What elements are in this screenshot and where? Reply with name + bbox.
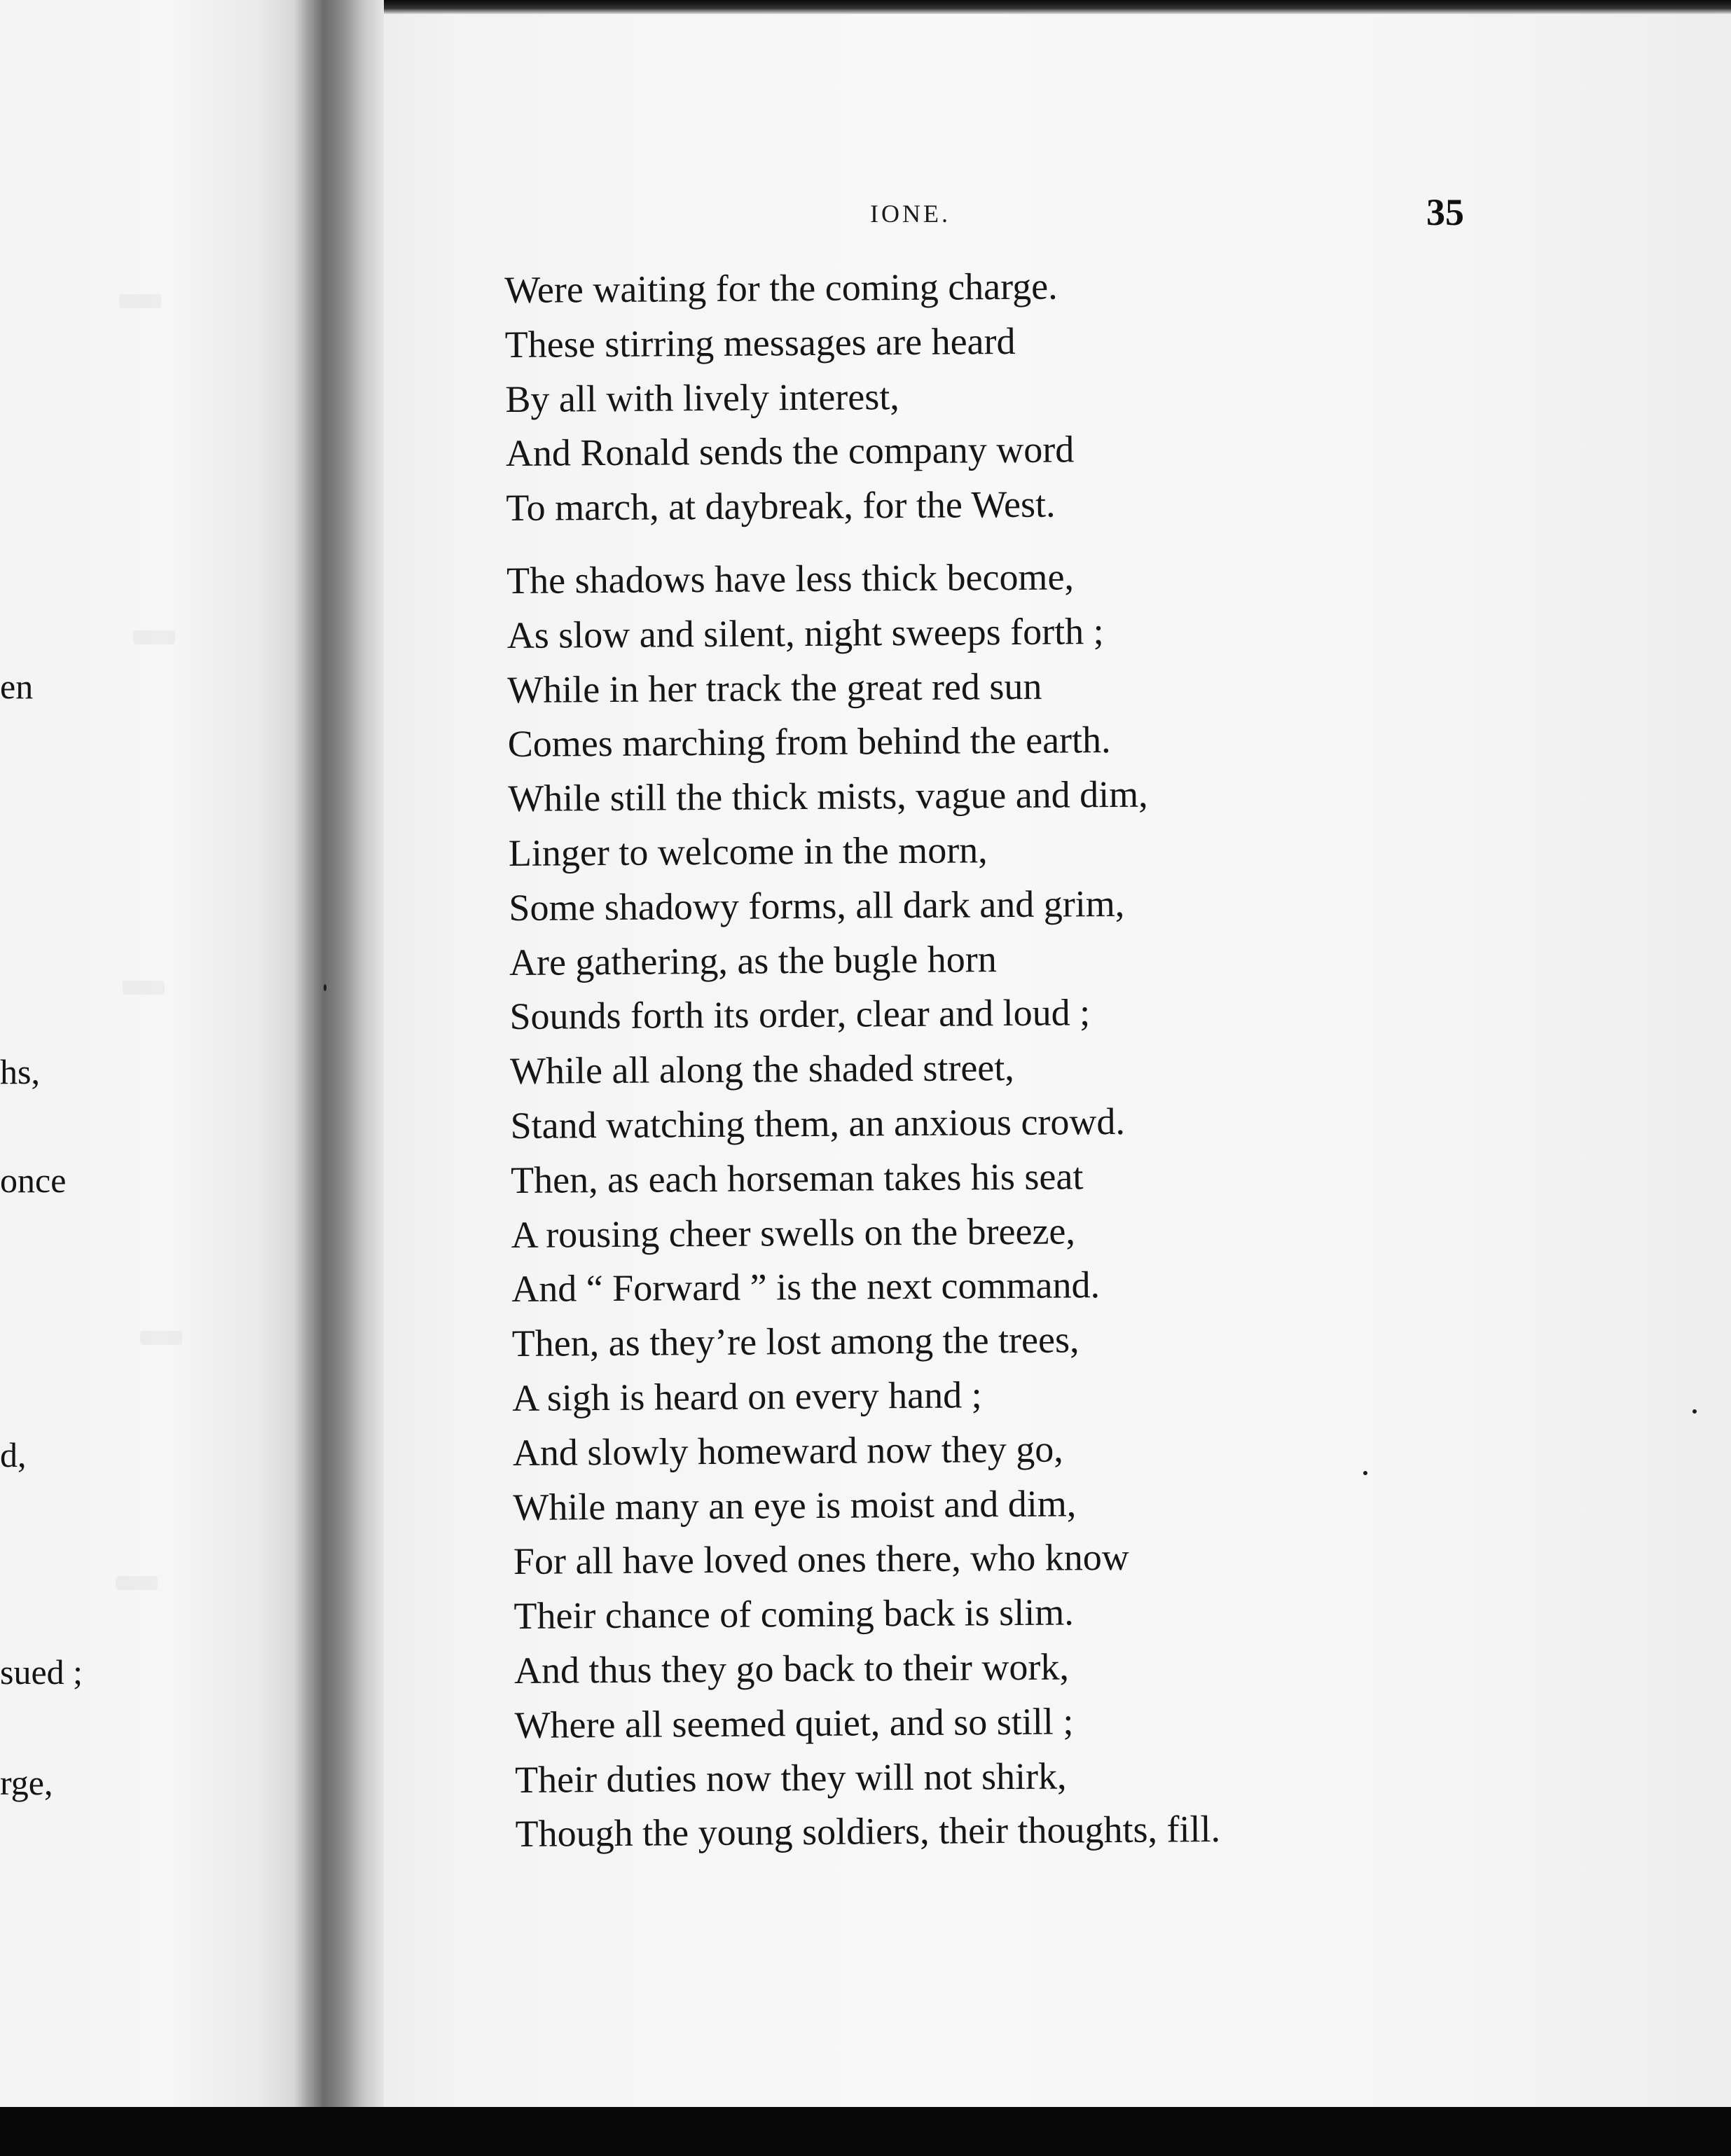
facing-page-fragment: once bbox=[0, 1161, 67, 1200]
facing-page-fragment: rge, bbox=[0, 1763, 53, 1802]
facing-page-fragment: en bbox=[0, 667, 34, 706]
verse-line: Then, as they’re lost among the trees, bbox=[511, 1318, 1080, 1365]
verse-line: And “ Forward ” is the next command. bbox=[511, 1264, 1101, 1311]
verse-line: To march, at daybreak, for the West. bbox=[506, 483, 1056, 530]
poem bbox=[504, 257, 1447, 1862]
verse-line: A rousing cheer swells on the breeze, bbox=[511, 1209, 1076, 1256]
verse-line: Are gathering, as the bugle horn bbox=[509, 937, 997, 983]
verse-line: While still the thick mists, vague and dim, bbox=[508, 773, 1148, 820]
dust-speck bbox=[1363, 1471, 1367, 1475]
verse-line: While in her track the great red sun bbox=[507, 665, 1042, 711]
running-head: IONE. bbox=[870, 200, 951, 228]
binding-gutter bbox=[293, 0, 384, 2108]
verse-line: Though the young soldiers, their thoughts, fill. bbox=[515, 1808, 1221, 1856]
verse-line: Linger to welcome in the morn, bbox=[508, 829, 988, 874]
verse-line: Stand watching them, an anxious crowd. bbox=[510, 1100, 1126, 1147]
verse-line: For all have loved ones there, who know bbox=[513, 1536, 1129, 1583]
scan-bottom-border bbox=[0, 2107, 1731, 2156]
facing-page-fragment: sued ; bbox=[0, 1652, 83, 1692]
verse-line: And Ronald sends the company word bbox=[505, 428, 1075, 475]
verse-line: As slow and silent, night sweeps forth ; bbox=[506, 609, 1104, 656]
facing-page-text bbox=[0, 0, 308, 2108]
page-number: 35 bbox=[1426, 191, 1464, 233]
verse-line: By all with lively interest, bbox=[505, 375, 899, 420]
dust-speck bbox=[324, 984, 326, 991]
facing-page-fragment: hs, bbox=[0, 1052, 40, 1091]
verse-line: Then, as each horseman takes his seat bbox=[510, 1155, 1084, 1201]
verse-line: A sigh is heard on every hand ; bbox=[512, 1374, 982, 1419]
verse-line: Some shadowy forms, all dark and grim, bbox=[509, 882, 1125, 929]
verse-line: Comes marching from behind the earth. bbox=[507, 719, 1111, 766]
verse-line: The shadows have less thick become, bbox=[506, 555, 1075, 602]
verse-line: While many an eye is moist and dim, bbox=[513, 1481, 1077, 1528]
verse-line: While all along the shaded street, bbox=[509, 1046, 1014, 1093]
left-page bbox=[0, 0, 308, 2108]
facing-page-fragment: d, bbox=[0, 1435, 27, 1474]
page-top-edge bbox=[294, 0, 1731, 14]
verse-line: And thus they go back to their work, bbox=[513, 1645, 1070, 1692]
verse-line: Where all seemed quiet, and so still ; bbox=[514, 1700, 1074, 1746]
verse-line: And slowly homeward now they go, bbox=[512, 1428, 1063, 1474]
verse-line: Sounds forth its order, clear and loud ; bbox=[509, 991, 1091, 1038]
verse-line: Their duties now they will not shirk, bbox=[514, 1754, 1067, 1801]
verse-line: Were waiting for the coming charge. bbox=[504, 265, 1058, 311]
verse-line: Their chance of coming back is slim. bbox=[513, 1591, 1074, 1638]
verse-line: These stirring messages are heard bbox=[504, 319, 1016, 366]
dust-speck bbox=[1692, 1409, 1697, 1414]
